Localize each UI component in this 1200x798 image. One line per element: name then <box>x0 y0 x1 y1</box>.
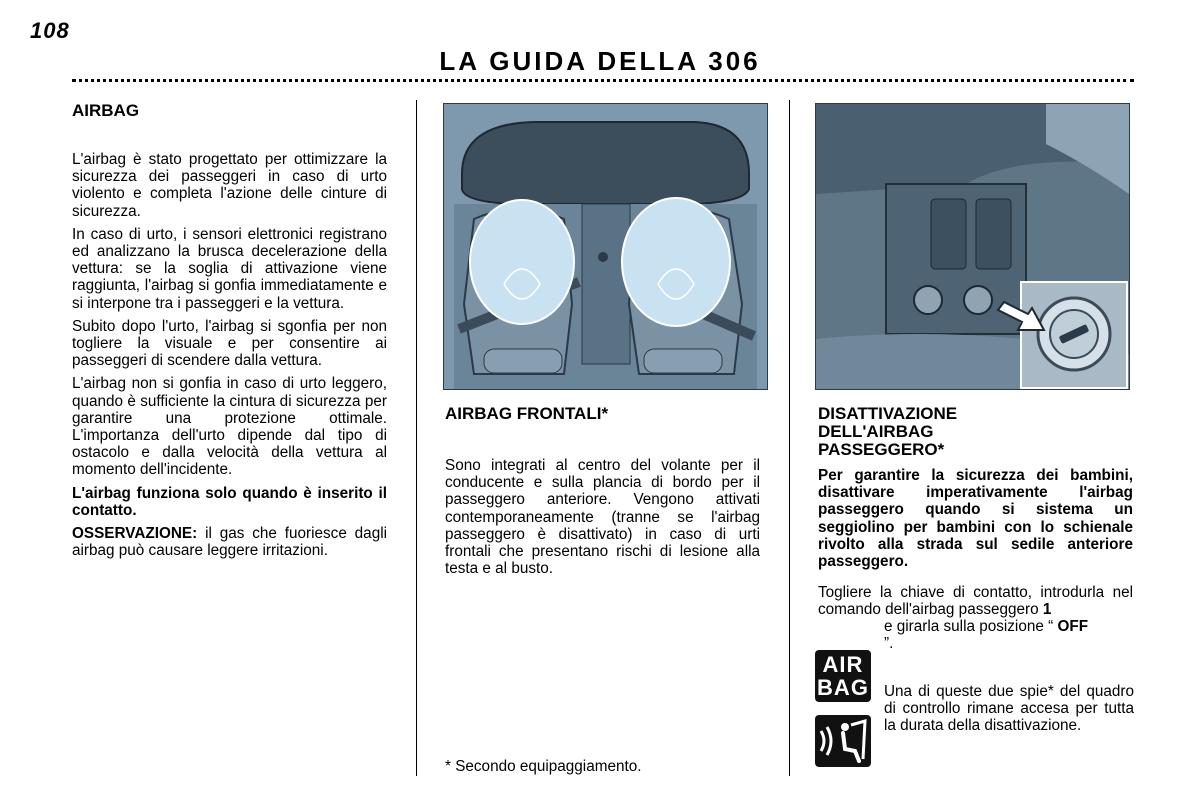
paragraph: Subito dopo l'urto, l'airbag si sgonfia per non togliere la visuale e per consentire ai passeggeri di scendere dalla vettura. <box>72 317 387 370</box>
airbag-switch-drawing <box>816 104 1129 389</box>
deactivation-instructions <box>818 584 1133 618</box>
front-airbags-text <box>445 457 760 583</box>
page-title: LA GUIDA DELLA 306 <box>439 46 761 76</box>
off-position-label: OFF <box>1057 618 1089 635</box>
heading-line: DISATTIVAZIONE <box>818 404 958 423</box>
column-divider-left <box>416 100 417 776</box>
title-divider <box>72 79 1134 82</box>
airbag-intro-text <box>72 151 387 565</box>
heading-line: DELL'AIRBAG <box>818 422 934 441</box>
observation-label: OSSERVAZIONE: <box>72 525 198 543</box>
pointer-arrow-icon <box>996 300 1046 334</box>
child-seat-airbag-off-icon <box>815 715 871 767</box>
deactivation-instructions-cont <box>884 618 1134 652</box>
instruction-text: e girarla sulla posizione “ <box>884 618 1058 635</box>
front-airbags-drawing <box>444 104 767 389</box>
icon-text: AIR <box>822 652 864 677</box>
paragraph: L'airbag non si gonfia in caso di urto leggero, quando è sufficiente la cintura di sicurezza per garantire una protezione ottimale. L'importanza dell'urto dipende dal tipo di ostacolo e dalla velocità della vettura al momento dell'incidente. <box>72 375 387 479</box>
footnote: * Secondo equipaggiamento. <box>445 758 642 775</box>
airbag-switch-illustration <box>815 103 1130 390</box>
contact-note: L'airbag funziona solo quando è inserito il contatto. <box>72 484 387 519</box>
instruction-text: ”. <box>884 635 894 653</box>
child-seat-airbag-off-drawing <box>815 715 871 767</box>
heading-line: PASSEGGERO* <box>818 440 945 459</box>
front-airbags-illustration <box>443 103 768 390</box>
child-seat-warning: Per garantire la sicurezza dei bambini, disattivare imperativamente l'airbag passeggero quando si sistema un seggiolino per bambini con lo schienale rivolto alla strada sul sedile anteriore passeggero. <box>818 467 1133 571</box>
icon-text: BAG <box>817 675 869 700</box>
section-heading-front-airbags: AIRBAG FRONTALI* <box>445 404 609 423</box>
observation-text: il gas che fuoriesce dagli airbag può causare leggere irritazioni. <box>72 525 387 560</box>
section-heading-airbag: AIRBAG <box>72 101 140 120</box>
airbag-warning-icon <box>815 650 871 702</box>
instruction-text: Togliere la chiave di contatto, introdurla nel comando dell'airbag passeggero <box>818 584 1133 619</box>
section-heading-deactivation <box>818 405 1138 459</box>
column-divider-right <box>789 100 790 776</box>
page-number: 108 <box>30 18 70 43</box>
paragraph: L'airbag è stato progettato per ottimizzare la sicurezza dei passeggeri in caso di urto violento e completa l'azione delle cinture di sicurezza. <box>72 151 387 220</box>
observation-note <box>72 525 387 559</box>
warning-lights-text: Una di queste due spie* del quadro di controllo rimane accesa per tutta la durata della disattivazione. <box>884 683 1134 735</box>
paragraph: In caso di urto, i sensori elettronici registrano ed analizzano la brusca decelerazione della vettura: se la soglia di attivazione viene raggiunta, l'airbag si gonfia immediatamente e si interpone tra i passeggeri e la vettura. <box>72 225 387 312</box>
switch-number: 1 <box>1042 601 1052 619</box>
paragraph: Sono integrati al centro del volante per il conducente e sulla plancia di bordo per il passeggero anteriore. Vengono attivati contemporaneamente (tranne se l'airbag passeggero è disattivato) in caso di urti frontali che presentano rischi di lesione alla testa e al busto. <box>445 457 760 578</box>
